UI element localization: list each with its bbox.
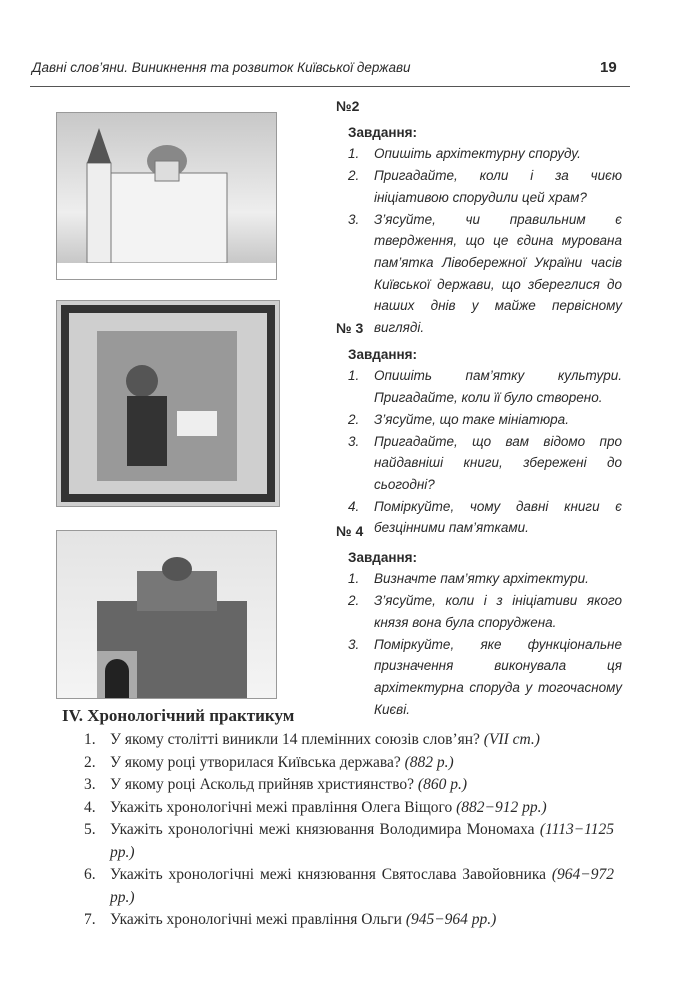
task-text: Визначте пам’ятку архітектури. [374, 571, 589, 587]
page-number: 19 [600, 59, 617, 76]
question-item: 4. Укажіть хронологічні межі правління Олега Віщого (882−912 рр.) [84, 798, 547, 816]
task-number: № 3 [336, 320, 364, 336]
task-number: № 4 [336, 523, 364, 539]
task-block-4 [336, 521, 622, 720]
question-item: 3. У якому році Аскольд прийняв християнство? (860 р.) [84, 776, 467, 793]
answer-text: (945−964 рр.) [405, 911, 497, 928]
task-heading: Завдання: [348, 346, 418, 362]
answer-text: (882 р.) [404, 753, 454, 771]
question-text: Укажіть хронологічні межі князювання Святослава Завойовника [110, 866, 547, 883]
task-item: 1. Опишіть архітектурну споруду. [348, 146, 581, 162]
task-item: 2. Пригадайте, коли і за чиєю ініціативою спорудили цей храм? [348, 168, 622, 205]
answer-text: (1113−1125 рр.) [110, 821, 614, 861]
task-text: Опишіть пам’ятку культури. Пригадайте, коли її було створено. [374, 368, 622, 406]
question-item: 1. У якому столітті виникли 14 племінних союзів слов’ян? (VII ст.) [84, 731, 540, 748]
task-item: 2. З’ясуйте, що таке мініатюра. [348, 411, 569, 427]
task-text: Пригадайте, коли і за чиєю ініціативою спорудили цей храм? [374, 168, 622, 205]
task-item: 1. Опишіть пам’ятку культури. Пригадайте, коли її було створено. [348, 368, 622, 406]
church-photo [56, 112, 277, 280]
task-text: Опишіть архітектурну споруду. [374, 146, 581, 162]
task-item: 2. З’ясуйте, коли і з ініціативи якого князя вона була споруджена. [348, 593, 622, 630]
question-text: У якому столітті виникли 14 племінних союзів слов’ян? [110, 731, 480, 748]
golden-gate-photo [56, 530, 277, 699]
answer-text: (860 р.) [417, 776, 467, 793]
answer-text: (VII ст.) [483, 731, 540, 748]
question-text: Укажіть хронологічні межі князювання Володимира Мономаха [110, 821, 535, 838]
task-item: 4. Поміркуйте, чому давні книги є безцінними пам’ятками. [348, 498, 622, 536]
task-text: Пригадайте, що вам відомо про найдавніші книги, збережені до сьогодні? [374, 433, 622, 492]
question-text: Укажіть хронологічні межі правління Ольги [110, 911, 402, 928]
task-item: 1. Визначте пам’ятку архітектури. [348, 571, 589, 587]
task-item: 3. Поміркуйте, яке функціональне призначення виконувала ця архітектурна споруда у тогочасному Києві. [348, 636, 622, 717]
running-header: Давні слов’яни. Виникнення та розвиток Київської держави [32, 60, 411, 75]
task-text: З’ясуйте, коли і з ініціативи якого князя вона була споруджена. [374, 593, 622, 630]
miniature-illustration [56, 300, 280, 507]
task-block-2 [336, 96, 622, 339]
answer-text: (964−972 рр.) [110, 866, 615, 906]
question-text: У якому році Аскольд прийняв християнство? [110, 776, 415, 793]
task-heading: Завдання: [348, 124, 418, 140]
chronology-list [84, 729, 614, 932]
question-item: 6. Укажіть хронологічні межі князювання Святослава Завойовника (964−972 рр.) [84, 866, 615, 906]
question-text: У якому році утворилася Київська держава? [110, 753, 401, 771]
task-item: 3. Пригадайте, що вам відомо про найдавніші книги, збережені до сьогодні? [348, 433, 622, 492]
question-item: 2. У якому році утворилася Київська держава? (882 р.) [84, 753, 454, 771]
question-item: 5. Укажіть хронологічні межі князювання Володимира Мономаха (1113−1125 рр.) [84, 821, 614, 861]
task-number: №2 [336, 98, 360, 114]
header-divider [30, 86, 630, 87]
task-text: Поміркуйте, чому давні книги є безцінними пам’ятками. [374, 498, 622, 536]
task-block-3 [336, 318, 622, 539]
task-text: З’ясуйте, що таке мініатюра. [374, 411, 569, 427]
task-text: Поміркуйте, яке функціональне призначення виконувала ця архітектурна споруда у тогочасному Києві. [374, 636, 622, 717]
task-heading: Завдання: [348, 549, 418, 565]
task-text: З’ясуйте, чи правильним є твердження, що це єдина мурована пам’ятка Лівобережної України часів Київської держави, що збереглися до наших днів у майже первісному вигляді. [374, 211, 622, 336]
task-item: 3. З’ясуйте, чи правильним є твердження, що це єдина мурована пам’ятка Лівобережної України часів Київської держави, що збереглися до наших днів у майже первісному вигляді. [348, 211, 622, 336]
question-text: Укажіть хронологічні межі правління Олега Віщого [110, 798, 453, 816]
question-item: 7. Укажіть хронологічні межі правління Ольги (945−964 рр.) [84, 911, 497, 928]
section-title: IV. Хронологічний практикум [62, 706, 295, 725]
answer-text: (882−912 рр.) [456, 798, 547, 816]
